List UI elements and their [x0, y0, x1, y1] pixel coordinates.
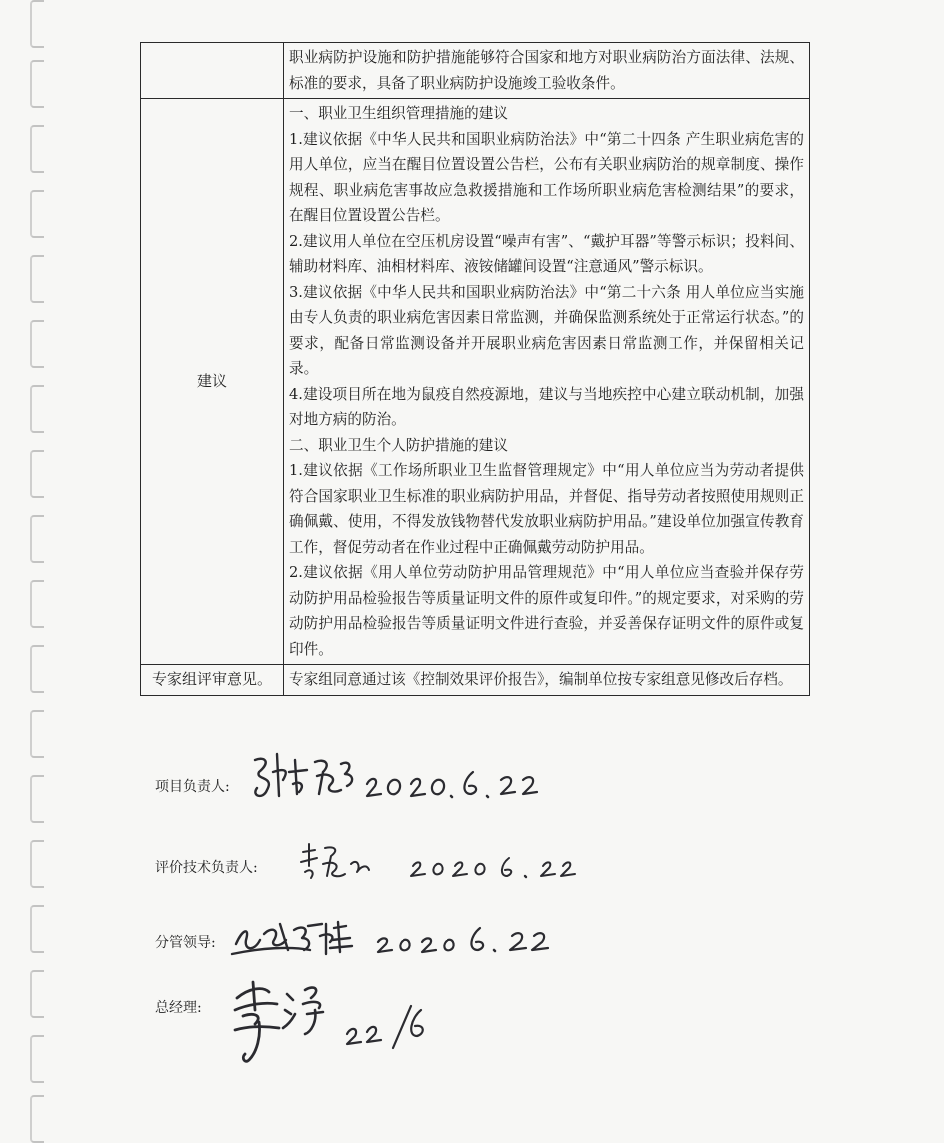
signature-area — [155, 750, 855, 1130]
suggestion-item: 2.建议用人单位在空压机房设置“噪声有害”、“戴护耳器”等警示标识；投料间、辅助材料库、油相材料库、液铵储罐间设置“注意通风”警示标识。 — [289, 232, 804, 275]
conclusion-text: 职业病防护设施和防护措施能够符合国家和地方对职业病防治方面法律、法规、标准的要求，具备了职业病防护设施竣工验收条件。 — [284, 43, 810, 99]
handwritten-signature — [245, 750, 575, 810]
binder-hole — [30, 450, 44, 498]
signature-row-general-manager — [155, 990, 855, 1070]
signature-row-project-lead — [155, 750, 855, 830]
signature-row-tech-lead — [155, 830, 855, 910]
binder-hole — [30, 125, 44, 173]
binder-hole — [30, 580, 44, 628]
binder-hole — [30, 840, 44, 888]
binder-hole — [30, 905, 44, 953]
binder-hole — [30, 775, 44, 823]
signature-label: 项目负责人: — [155, 779, 230, 795]
binder-hole — [30, 710, 44, 758]
binder-hole — [30, 1095, 44, 1143]
binder-hole — [30, 320, 44, 368]
opinion-row — [141, 665, 810, 696]
suggestion-item: 2.建议依据《用人单位劳动防护用品管理规范》中“用人单位应当查验并保存劳动防护用品检验报告等质量证明文件的原件或复印件。”的规定要求，对采购的劳动防护用品检验报告等质量证明文件进行查验，并妥善保存证明文件的原件或复印件。 — [289, 564, 804, 658]
binder-hole — [30, 1035, 44, 1083]
opinion-label: 专家组评审意见。 — [141, 665, 284, 696]
handwritten-signature — [230, 910, 590, 970]
signature-label: 评价技术负责人: — [155, 860, 258, 876]
suggestion-heading: 一、职业卫生组织管理措施的建议 — [289, 105, 508, 122]
binder-hole — [30, 255, 44, 303]
handwritten-signature — [215, 970, 515, 1070]
suggestion-heading: 二、职业卫生个人防护措施的建议 — [289, 436, 508, 454]
conclusion-row — [141, 43, 810, 99]
suggestions-content — [284, 99, 810, 665]
conclusion-label — [141, 43, 284, 99]
binder-hole — [30, 385, 44, 433]
suggestion-item: 1.建议依据《工作场所职业卫生监督管理规定》中“用人单位应当为劳动者提供符合国家职业卫生标准的职业病防护用品，并督促、指导劳动者按照使用规则正确佩戴、使用，不得发放钱物替代发放职业病防护用品。”建设单位加强宣传教育工作，督促劳动者在作业过程中正确佩戴劳动防护用品。 — [289, 462, 804, 556]
suggestion-item: 4.建设项目所在地为鼠疫自然疫源地，建议与当地疾控中心建立联动机制，加强对地方病的防治。 — [289, 385, 804, 428]
binder-hole — [30, 0, 44, 48]
review-table — [140, 42, 810, 696]
suggestions-label: 建议 — [141, 99, 284, 665]
signature-label: 分管领导: — [155, 935, 216, 951]
signature-label: 总经理: — [155, 1000, 202, 1016]
binder-hole — [30, 645, 44, 693]
binder-hole — [30, 515, 44, 563]
suggestion-item: 3.建议依据《中华人民共和国职业病防治法》中“第二十六条 用人单位应当实施由专人负责的职业病危害因素日常监测，并确保监测系统处于正常运行状态。”的要求，配备日常监测设备并开展职业病危害因素日常监测工作，并保留相关记录。 — [289, 283, 804, 377]
handwritten-signature — [295, 836, 625, 896]
suggestion-item: 1.建议依据《中华人民共和国职业病防治法》中“第二十四条 产生职业病危害的用人单位，应当在醒目位置设置公告栏，公布有关职业病防治的规章制度、操作规程、职业病危害事故应急救援措施和工作场所职业病危害检测结果”的要求，在醒目位置设置公告栏。 — [289, 130, 804, 224]
binder-hole — [30, 190, 44, 238]
binder-hole — [30, 970, 44, 1018]
opinion-text: 专家组同意通过该《控制效果评价报告》，编制单位按专家组意见修改后存档。 — [284, 665, 810, 696]
binder-holes — [0, 0, 60, 1139]
binder-hole — [30, 60, 44, 108]
suggestions-row — [141, 99, 810, 665]
